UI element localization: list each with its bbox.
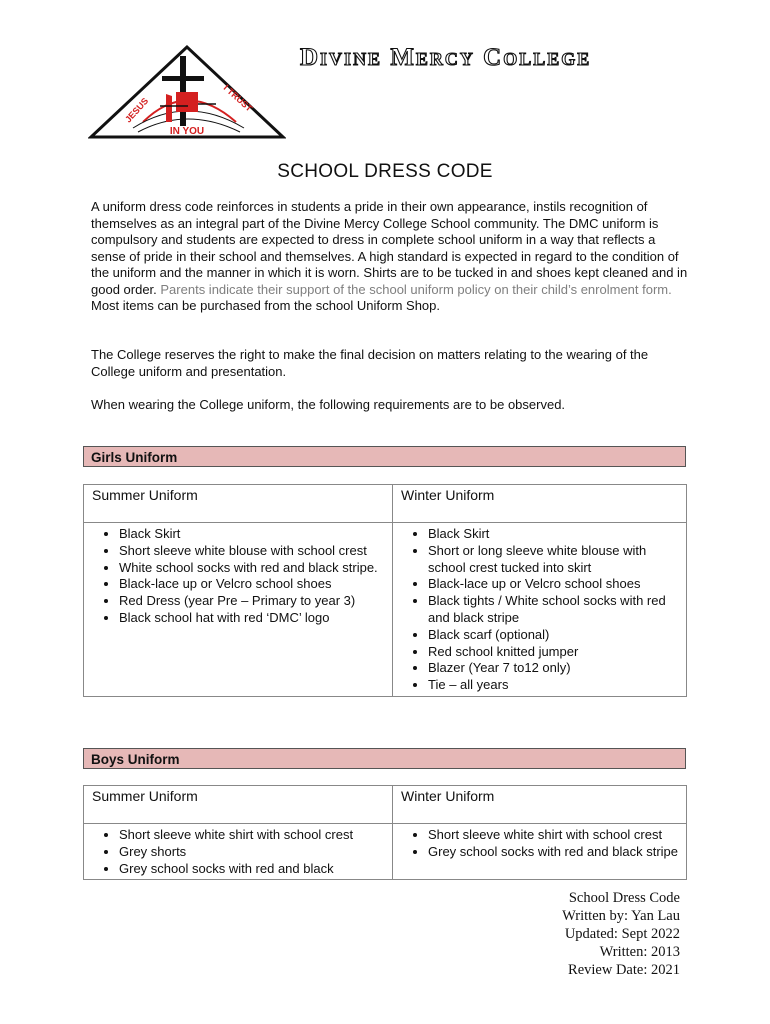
girls-summer-label: Summer Uniform [84, 485, 393, 523]
list-item: • White school socks with red and black stripe. [119, 560, 392, 577]
footer-written: Written: 2013 [599, 944, 680, 960]
girls-uniform-table [83, 484, 687, 697]
boys-uniform-table [83, 785, 687, 880]
boys-summer-cell [84, 824, 393, 880]
logo-text-jesus: JESUS [123, 95, 151, 125]
list-item: • Grey shorts [119, 844, 392, 861]
list-item: • Grey school socks with red and black stripe [428, 844, 686, 861]
logo-text-in-you: IN YOU [169, 126, 205, 137]
boys-summer-label: Summer Uniform [84, 786, 393, 824]
page-title: SCHOOL DRESS CODE [277, 161, 493, 182]
girls-winter-label: Winter Uniform [393, 485, 687, 523]
logo-text-i-trust: I TRUST [221, 82, 255, 114]
school-name: Divine Mercy College [300, 44, 592, 71]
boys-uniform-header: Boys Uniform [83, 748, 686, 769]
intro-text-grey: Parents indicate their support of the school uniform policy on their child’s enrolment form. [160, 281, 672, 297]
list-item: • Black-lace up or Velcro school shoes [428, 576, 686, 593]
girls-winter-list [393, 526, 686, 694]
college-rights-paragraph: The College reserves the right to make the final decision on matters relating to the wearing of the College uniform and presentation. [91, 347, 649, 379]
intro-text-main: A uniform dress code reinforces in students a pride in their own appearance, instils recognition of themselves as an integral part of the Divine Mercy College School community. The DMC uniform is compulsory and students are expected to dress in complete school uniform in a way that reflects a sense of pride in their school and themselves. A high standard is expected in regard to the condition of the uniform and the manner in which it is worn. Shirts are to be tucked in and shoes kept cleaned and in good order. [91, 199, 688, 297]
list-item: • Tie – all years [428, 677, 686, 694]
footer-doc-name: School Dress Code [568, 890, 680, 906]
list-item: • Black tights / White school socks with red and black stripe [428, 593, 686, 627]
footer-updated: Updated: Sept 2022 [564, 926, 680, 942]
list-item: • Blazer (Year 7 to12 only) [428, 660, 686, 677]
document-footer [562, 889, 680, 979]
list-item: • Black school hat with red ‘DMC’ logo [119, 610, 392, 627]
boys-winter-list [393, 827, 686, 861]
footer-author: Written by: Yan Lau [562, 908, 680, 924]
list-item: • Black scarf (optional) [428, 627, 686, 644]
girls-winter-cell [393, 523, 687, 697]
boys-winter-cell [393, 824, 687, 880]
list-item: • Black Skirt [119, 526, 392, 543]
list-item: • Short sleeve white shirt with school crest [119, 827, 392, 844]
intro-paragraph [91, 199, 691, 315]
list-item: • Grey school socks with red and black [119, 861, 392, 878]
list-item: • Red school knitted jumper [428, 644, 686, 661]
girls-uniform-header: Girls Uniform [83, 446, 686, 467]
boys-winter-label: Winter Uniform [393, 786, 687, 824]
boys-summer-list [84, 827, 392, 877]
list-item: • Black Skirt [428, 526, 686, 543]
girls-summer-list [84, 526, 392, 627]
college-logo [88, 44, 286, 142]
requirements-paragraph: When wearing the College uniform, the following requirements are to be observed. [91, 397, 566, 412]
list-item: • Short or long sleeve white blouse with school crest tucked into skirt [428, 543, 686, 577]
list-item: • Red Dress (year Pre – Primary to year 3) [119, 593, 392, 610]
list-item: • Short sleeve white shirt with school crest [428, 827, 686, 844]
intro-text-end: Most items can be purchased from the school Uniform Shop. [91, 298, 440, 313]
list-item: • Black-lace up or Velcro school shoes [119, 576, 392, 593]
girls-summer-cell [84, 523, 393, 697]
list-item: • Short sleeve white blouse with school crest [119, 543, 392, 560]
footer-review-date: Review Date: 2021 [568, 962, 680, 978]
